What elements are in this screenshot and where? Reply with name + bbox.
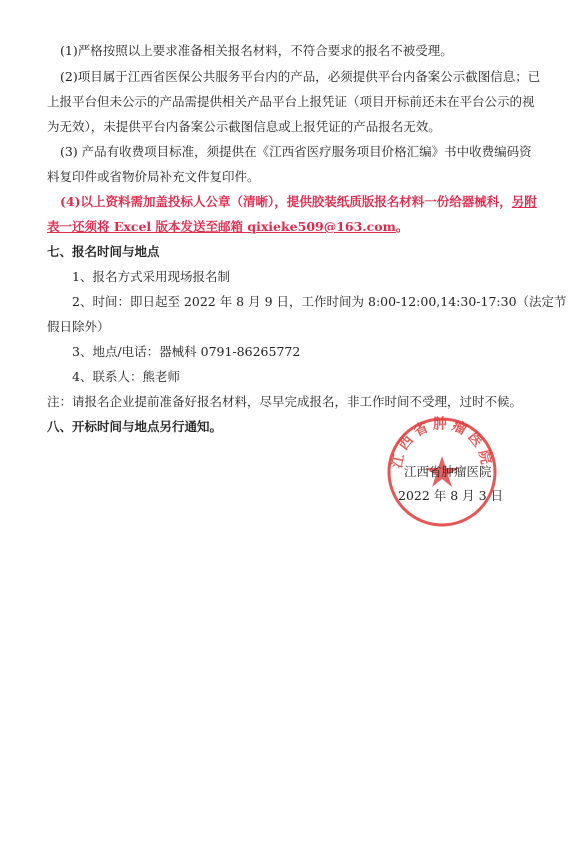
item-4-line-1 (60, 193, 537, 211)
note: 注：请报名企业提前准备好报名材料，尽早完成报名，非工作时间不受理，过时不候。 (47, 394, 523, 409)
item-3-line-2: 料复印件或省物价局补充文件复印件。 (47, 169, 260, 184)
section-8-heading: 八、开标时间与地点另行通知。 (47, 419, 223, 434)
s7-item-2-line-2: 假日除外） (47, 319, 110, 334)
item-4-text-b: 另附 (511, 194, 537, 209)
s7-item-3: 3、地点/电话：器械科 0791-86265772 (72, 344, 301, 359)
item-2-line-2: 上报平台但未公示的产品需提供相关产品平台上报凭证（项目开标前还未在平台公示的视 (47, 94, 535, 109)
s7-item-1: 1、报名方式采用现场报名制 (72, 269, 230, 284)
item-4-text-a: (4)以上资料需加盖投标人公章（清晰），提供胶装纸质版报名材料一份给器械科， (60, 194, 512, 209)
section-7-heading: 七、报名时间与地点 (47, 244, 160, 259)
item-3-line-1: (3) 产品有收费项目标准，须提供在《江西省医疗服务项目价格汇编》书中收费编码资 (60, 144, 532, 159)
email-link[interactable]: qixieke509@163.com (247, 219, 396, 234)
item-1: (1)严格按照以上要求准备相关报名材料，不符合要求的报名不被受理。 (60, 43, 453, 58)
item-4-text-d: 。 (395, 219, 409, 234)
signature-date: 2022 年 8 月 3 日 (398, 488, 504, 503)
item-2-line-1: (2)项目属于江西省医保公共服务平台内的产品，必须提供平台内备案公示截图信息；已 (60, 69, 541, 84)
item-4-line-2 (47, 218, 408, 236)
signature-org: 江西省肿瘤医院 (404, 464, 492, 479)
item-2-line-3: 为无效），未提供平台内备案公示截图信息或上报凭证的产品报名无效。 (47, 119, 441, 134)
seal-text: 江西省肿瘤医院 (389, 416, 495, 470)
s7-item-4: 4、联系人：熊老师 (72, 369, 180, 384)
s7-item-2-line-1: 2、时间：即日起至 2022 年 8 月 9 日，工作时间为 8:00-12:00,14:30-17:30（法定节 (72, 294, 567, 309)
item-4-text-c: 表一还须将 Excel 版本发送至邮箱 (47, 219, 248, 234)
